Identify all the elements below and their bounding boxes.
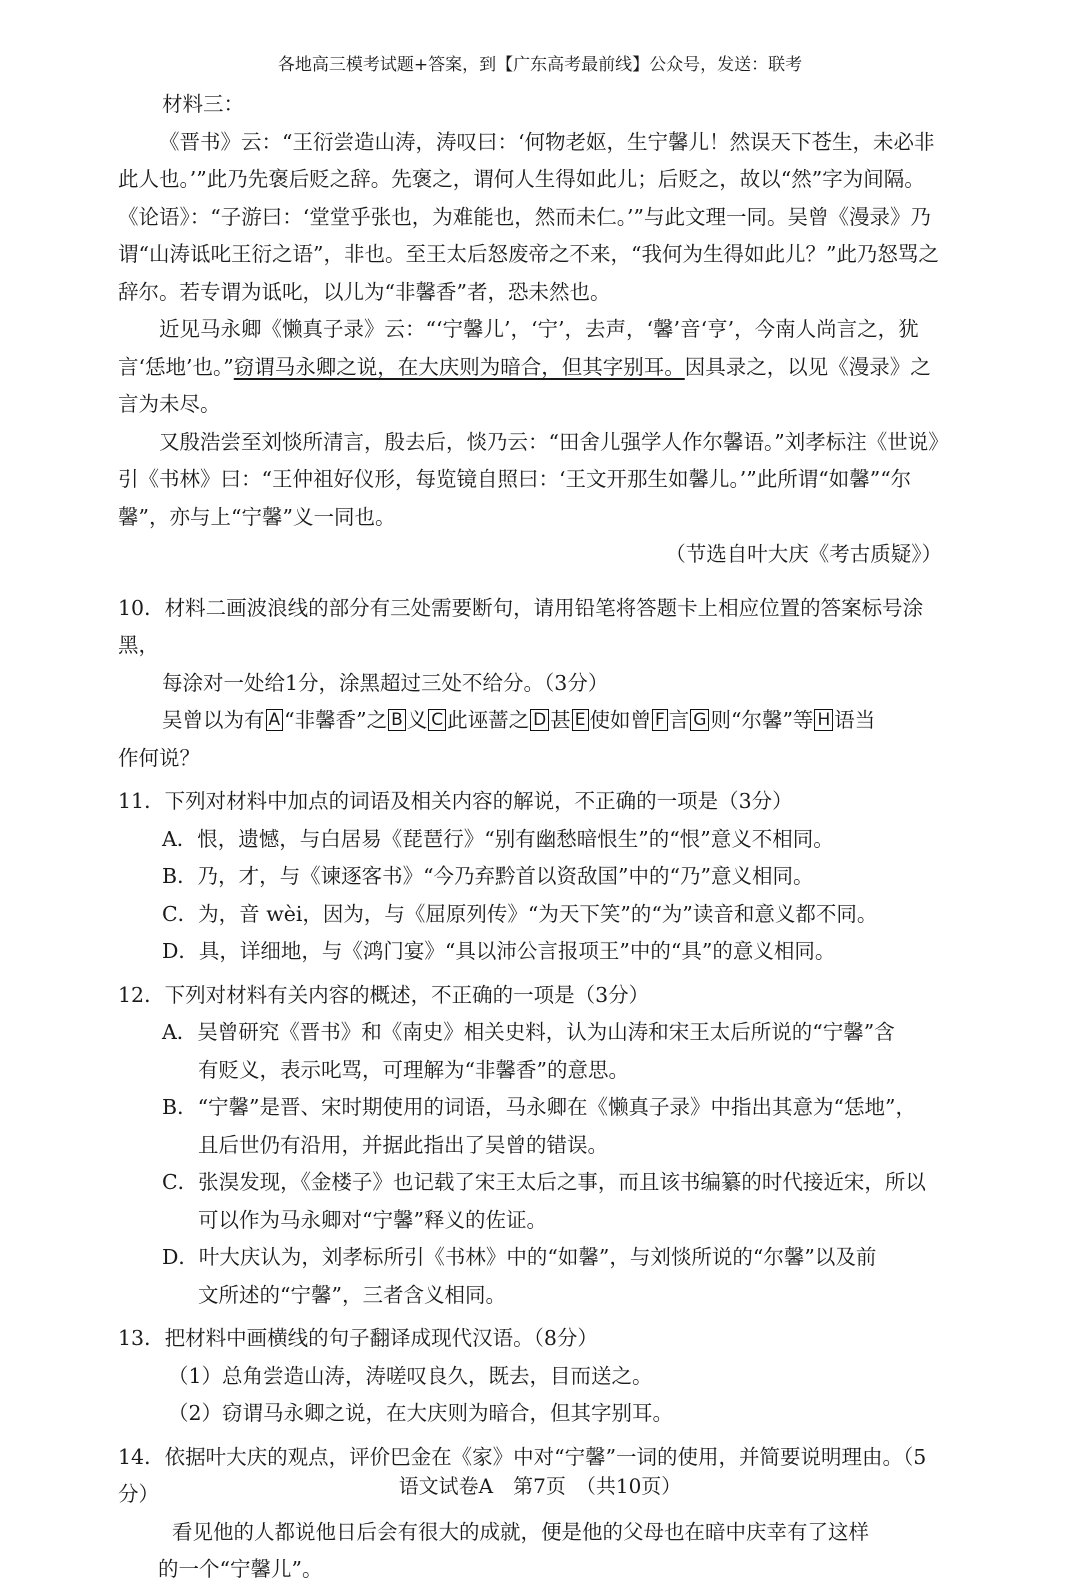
- answer-box-b[interactable]: B: [388, 709, 406, 731]
- answer-box-a[interactable]: A: [266, 709, 284, 731]
- material-paragraph-2: [118, 311, 950, 424]
- question-14-stem: 14．依据叶大庆的观点，评价巴金在《家》中对“宁馨”一词的使用，并简要说明理由。（5分）: [118, 1444, 927, 1506]
- answer-box-e[interactable]: E: [572, 709, 589, 731]
- material-paragraph-3: 又殷浩尝至刘惔所清言，殷去后，惔乃云：“田舍儿强学人作尔馨语。”刘孝标注《世说》引《书林》曰：“王仲祖好仪形，每览镜自照曰：‘王文开那生如馨儿。’”此所谓“如馨”“尔馨”，亦与上“宁馨”义一同也。: [118, 429, 949, 529]
- answer-box-h[interactable]: H: [814, 709, 833, 731]
- quote-line-1: 看见他的人都说他日后会有很大的成就，便是他的父母也在暗中庆幸有了这样: [172, 1519, 869, 1544]
- question-13: [118, 1320, 950, 1433]
- passage-segment: 吴曾以为有: [162, 708, 265, 732]
- source-citation: （节选自叶大庆《考古质疑》）: [665, 542, 942, 566]
- option-c[interactable]: C．张淏发现，《金楼子》也记载了宋王太后之事，而且该书编纂的时代接近宋，所以: [162, 1170, 926, 1194]
- option-b[interactable]: B．“宁馨”是晋、宋时期使用的词语，马永卿在《懒真子录》中指出其意为“恁地”，: [162, 1095, 916, 1119]
- translate-item-1: （1）总角尝造山涛，涛嗟叹良久，既去，目而送之。: [168, 1363, 653, 1388]
- option-c[interactable]: C．为，音 wèi，因为，与《屈原列传》“为天下笑”的“为”读音和意义都不同。: [162, 901, 878, 926]
- question-12-stem: 12．下列对材料有关内容的概述，不正确的一项是（3分）: [118, 982, 650, 1007]
- passage-segment: 言: [668, 708, 690, 732]
- answer-box-f[interactable]: F: [652, 709, 668, 731]
- passage-segment: 则“尔馨”等: [710, 708, 814, 732]
- passage-segment: 义: [406, 708, 428, 732]
- question-11-stem: 11．下列对材料中加点的词语及相关内容的解说，不正确的一项是（3分）: [118, 789, 793, 813]
- answer-box-d[interactable]: D: [530, 709, 549, 731]
- option-b-cont: 且后世仍有沿用，并据此指出了吴曾的错误。: [198, 1132, 608, 1157]
- material-paragraph-2-tail: 因具录之，以见《漫录》之言为未尽。: [118, 354, 931, 416]
- question-10-stem: 10．材料二画波浪线的部分有三处需要断句，请用铅笔将答题卡上相应位置的答案标号涂黑，: [118, 595, 924, 657]
- question-10-passage: [118, 702, 950, 740]
- answer-box-g[interactable]: G: [690, 709, 709, 731]
- underlined-sentence: 窃谓马永卿之说，在大庆则为暗合，但其字别耳。: [233, 354, 685, 379]
- option-c-cont: 可以作为马永卿对“宁馨”释义的佐证。: [198, 1207, 547, 1232]
- question-12: [118, 977, 950, 1315]
- question-10-passage-tail: 作何说？: [118, 745, 200, 770]
- option-a[interactable]: A．吴曾研究《晋书》和《南史》相关史料，认为山涛和宋王太后所说的“宁馨”含: [162, 1020, 895, 1044]
- option-d-cont: 文所述的“宁馨”，三者含义相同。: [198, 1282, 506, 1307]
- question-14: [118, 1439, 950, 1589]
- passage-segment: 甚: [550, 708, 571, 732]
- passage-segment: 语当: [834, 708, 876, 732]
- option-a[interactable]: A．恨，遗憾，与白居易《琵琶行》“别有幽愁暗恨生”的“恨”意义不相同。: [162, 826, 834, 851]
- option-d[interactable]: D．叶大庆认为，刘孝标所引《书林》中的“如馨”，与刘惔所说的“尔馨”以及前: [162, 1245, 877, 1269]
- exam-page: [118, 86, 950, 1589]
- translate-item-2: （2）窃谓马永卿之说，在大庆则为暗合，但其字别耳。: [168, 1401, 674, 1425]
- material-paragraph-1: 《晋书》云：“王衍尝造山涛，涛叹曰：‘何物老妪，生宁馨儿！然误天下苍生，未必非此人也。’”此乃先褒后贬之辞。先褒之，谓何人生得如此儿；后贬之，故以“然”字为间隔。《论语》：“子游曰：‘堂堂乎张也，为难能也，然而未仁。’”与此文理一同。吴曾《漫录》乃谓“山涛诋叱王衍之语”，非也。至王太后怒废帝之不来，“我何为生得如此儿？”此乃怒骂之辞尔。若专谓为诋叱，以儿为“非馨香”者，恐未然也。: [118, 129, 939, 304]
- question-13-stem: 13．把材料中画横线的句子翻译成现代汉语。（8分）: [118, 1326, 598, 1350]
- option-a-cont: 有贬义，表示叱骂，可理解为“非馨香”的意思。: [198, 1057, 629, 1082]
- option-b[interactable]: B．乃，才，与《谏逐客书》“今乃弃黔首以资敌国”中的“乃”意义相同。: [162, 864, 814, 888]
- answer-box-c[interactable]: C: [428, 709, 446, 731]
- material-paragraph-2-text: 近见马永卿《懒真子录》云：“‘宁馨儿’，‘宁’，去声，‘馨’音‘亨’，今南人尚言之，犹言‘恁地’也。”: [118, 317, 919, 379]
- material-title: 材料三：: [162, 92, 244, 116]
- passage-segment: 此诬蔷之: [447, 708, 530, 732]
- page-footer: 语文试卷A 第7页 （共10页）: [398, 1474, 682, 1498]
- option-d[interactable]: D．具，详细地，与《鸿门宴》“具以沛公言报项王”中的“具”的意义相同。: [162, 939, 836, 963]
- question-10: [118, 590, 950, 778]
- passage-segment: 使如曾: [589, 708, 651, 732]
- quote-line-2: 的一个“宁馨儿”。: [158, 1557, 323, 1581]
- question-10-stem-cont: 每涂对一处给1分，涂黑超过三处不给分。（3分）: [162, 670, 609, 695]
- question-11: [118, 783, 950, 971]
- passage-segment: “非馨香”之: [284, 708, 388, 732]
- header-note: 各地高三模考试题+答案，到【广东高考最前线】公众号，发送：联考: [277, 55, 803, 75]
